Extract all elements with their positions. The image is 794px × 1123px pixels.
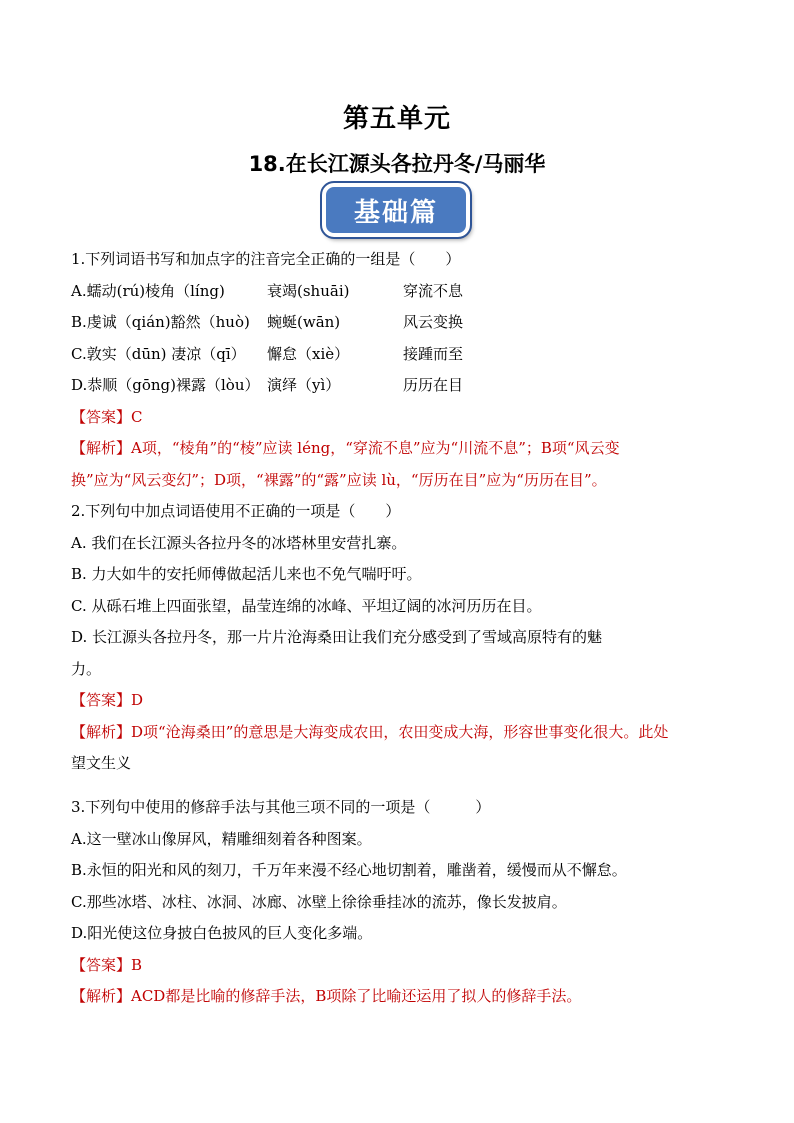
- option-c: C. 从砾石堆上四面张望，晶莹连绵的冰峰、平坦辽阔的冰河历历在目。: [71, 596, 542, 615]
- answer: 【答案】D: [71, 691, 144, 709]
- option-a: A.这一壁冰山像屏风，精雕细刻着各种图案。: [71, 829, 372, 848]
- analysis-line: 望文生义: [71, 754, 132, 772]
- option-b: B.虔诚（qián)豁然（huò) 蜿蜒(wān) 风云变换: [71, 313, 464, 331]
- option-d-cont: 力。: [71, 659, 102, 678]
- option-a: A.蠕动(rú)棱角（líng) 衰竭(shuāi) 穿流不息: [71, 281, 464, 300]
- question-stem: 1.下列词语书写和加点字的注音完全正确的一组是（ ）: [71, 250, 461, 268]
- analysis-line: 【解析】D项“沧海桑田”的意思是大海变成农田，农田变成大海，形容世事变化很大。此处: [71, 722, 669, 741]
- option-b: B.永恒的阳光和风的刻刀，千万年来漫不经心地切割着，雕凿着，缓慢而从不懈怠。: [71, 861, 627, 879]
- answer: 【答案】C: [71, 407, 143, 426]
- question-1: [71, 244, 731, 496]
- question-stem: 3.下列句中使用的修辞手法与其他三项不同的一项是（ ）: [71, 798, 491, 816]
- section-badge: 基础篇: [322, 183, 470, 237]
- analysis-line: 【解析】ACD都是比喻的修辞手法，B项除了比喻还运用了拟人的修辞手法。: [71, 987, 582, 1005]
- analysis-line: 【解析】A项，“棱角”的“棱”应读 léng，“穿流不息”应为“川流不息”；B项“风云变: [71, 439, 620, 457]
- answer: 【答案】B: [71, 955, 143, 974]
- lesson-title: 18.在长江源头各拉丹冬/马丽华: [248, 152, 546, 176]
- question-3: [71, 792, 731, 1013]
- unit-title: 第五单元: [342, 104, 451, 134]
- option-c: C.敦实（dūn) 凄凉（qī） 懈怠（xiè） 接踵而至: [71, 344, 464, 363]
- option-c: C.那些冰塔、冰柱、冰洞、冰廊、冰壁上徐徐垂挂冰的流苏，像长发披肩。: [71, 892, 567, 911]
- option-d: D.阳光使这位身披白色披风的巨人变化多端。: [71, 924, 373, 942]
- question-stem: 2.下列句中加点词语使用不正确的一项是（ ）: [71, 502, 401, 520]
- option-a: A. 我们在长江源头各拉丹冬的冰塔林里安营扎寨。: [71, 533, 407, 552]
- question-2: [71, 496, 731, 780]
- option-d: D.恭顺（gōng)裸露（lòu） 演绎（yì） 历历在目: [71, 376, 464, 394]
- option-d: D. 长江源头各拉丹冬，那一片片沧海桑田让我们充分感受到了雪域高原特有的魅: [71, 628, 603, 646]
- analysis-line: 换”应为“风云变幻”；D项，“裸露”的“露”应读 lù，“厉历在目”应为“历历在目”。: [71, 470, 607, 489]
- option-b: B. 力大如牛的安托师傅做起活儿来也不免气喘吁吁。: [71, 565, 422, 583]
